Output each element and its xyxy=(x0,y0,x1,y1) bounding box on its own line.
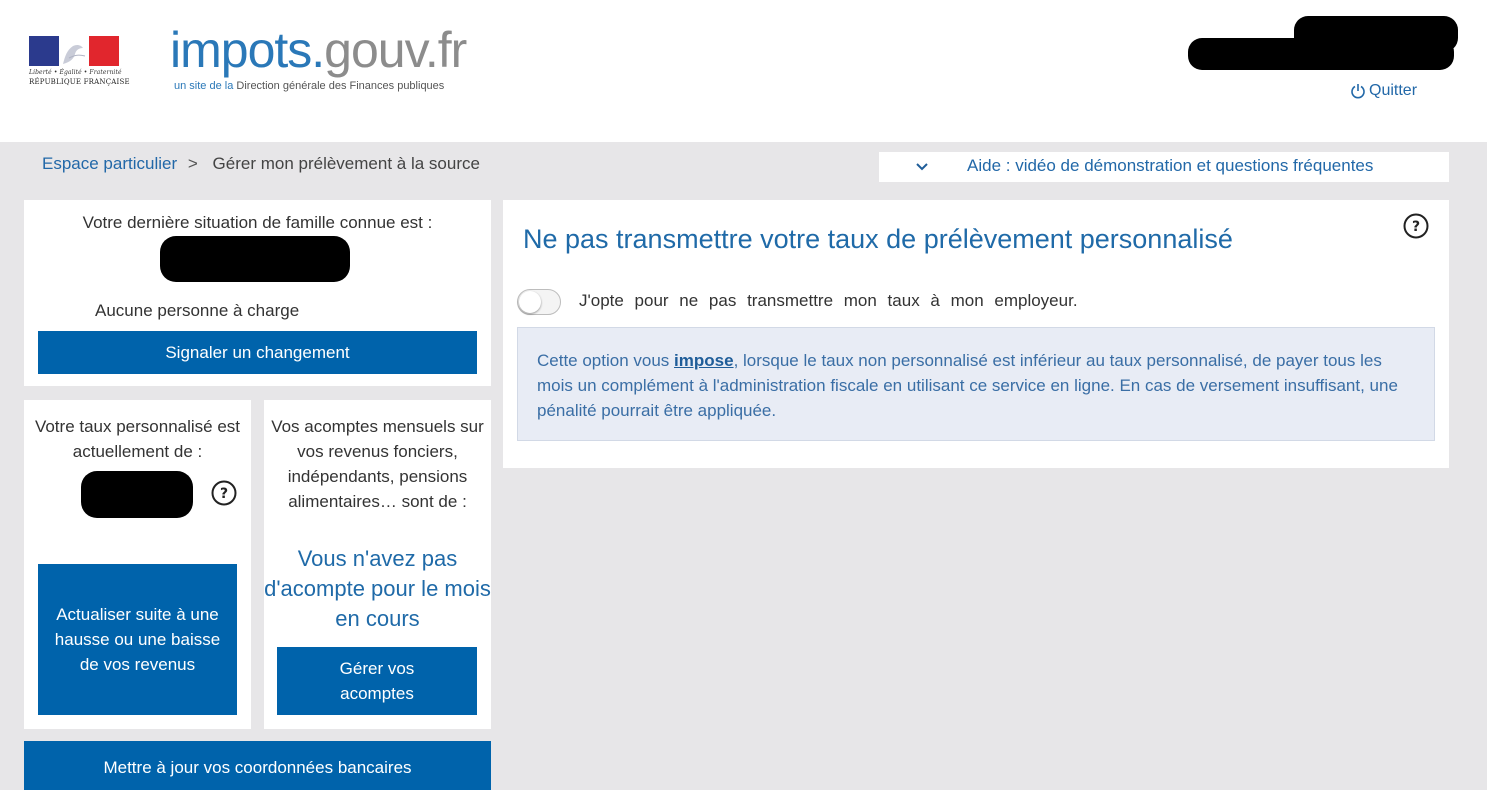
report-change-button[interactable]: Signaler un changement xyxy=(38,331,477,374)
logo-part-1: impots. xyxy=(170,22,325,78)
help-accordion-label: Aide : vidéo de démonstration et questions fréquentes xyxy=(967,156,1374,175)
installments-card xyxy=(264,400,491,729)
family-situation-label: Votre dernière situation de famille connue est : xyxy=(82,213,433,232)
subline-part-1: un site de la xyxy=(174,80,234,92)
site-header xyxy=(0,0,1487,142)
help-icon[interactable] xyxy=(1403,213,1429,239)
breadcrumb xyxy=(42,154,480,174)
opt-out-panel xyxy=(503,200,1449,468)
gov-motto: Liberté • Égalité • Fraternité xyxy=(29,69,122,76)
panel-title: Ne pas transmettre votre taux de prélèvement personnalisé xyxy=(523,224,1233,254)
info-text-before: Cette option vous xyxy=(537,351,675,370)
installments-label: Vos acomptes mensuels sur vos revenus fonciers, indépendants, pensions alimentaires… sont de : xyxy=(271,417,484,511)
quit-label: Quitter xyxy=(1369,82,1418,99)
marianne-profile-icon xyxy=(59,36,89,66)
republique-francaise-logo xyxy=(29,36,130,92)
breadcrumb-separator: > xyxy=(187,154,198,173)
logo-part-2: gouv.fr xyxy=(324,22,467,78)
quit-button[interactable] xyxy=(1350,82,1417,100)
opt-out-toggle-label[interactable]: J'opte pour ne pas transmettre mon taux à mon employeur. xyxy=(579,291,1078,310)
impots-logo[interactable] xyxy=(170,20,466,80)
installments-value: Vous n'avez pas d'acompte pour le mois en cours xyxy=(264,546,491,631)
help-icon[interactable] xyxy=(211,480,237,506)
update-bank-details-button[interactable]: Mettre à jour vos coordonnées bancaires xyxy=(24,741,491,790)
breadcrumb-home-link[interactable]: Espace particulier xyxy=(42,154,178,173)
svg-text:?: ? xyxy=(1411,219,1421,235)
personal-rate-label: Votre taux personnalisé est actuellement de : xyxy=(34,417,241,461)
family-situation-card xyxy=(24,200,491,386)
opt-out-toggle[interactable] xyxy=(517,289,561,315)
chevron-down-icon xyxy=(915,160,929,174)
gov-name: RÉPUBLIQUE FRANÇAISE xyxy=(29,78,130,86)
help-accordion[interactable] xyxy=(879,152,1449,182)
breadcrumb-current: Gérer mon prélèvement à la source xyxy=(212,154,480,173)
manage-installments-button[interactable]: Gérer vos acomptes xyxy=(277,647,477,715)
dependents-label: Aucune personne à charge xyxy=(95,301,300,320)
marianne-flag-icon xyxy=(29,36,119,66)
opt-out-info-box xyxy=(517,327,1435,441)
info-text-emphasis: impose xyxy=(674,351,734,370)
info-text-after: , lorsque le taux non personnalisé est inférieur au taux personnalisé, de payer tous les mois un complément à l'administration fiscale en utilisant ce service en ligne. En cas de versement insuffisant, une pénalité pourrait être appliquée. xyxy=(537,351,1398,420)
redacted-personal-rate xyxy=(81,471,193,518)
redacted-user-id xyxy=(1188,38,1454,70)
logo-subline xyxy=(174,80,444,92)
update-income-button[interactable]: Actualiser suite à une hausse ou une baisse de vos revenus xyxy=(38,564,237,715)
svg-text:?: ? xyxy=(219,486,229,502)
power-icon xyxy=(1350,83,1366,99)
subline-part-2: Direction générale des Finances publiques xyxy=(236,80,445,92)
personal-rate-card xyxy=(24,400,251,729)
redacted-family-situation xyxy=(160,236,350,282)
toggle-knob xyxy=(519,291,541,313)
